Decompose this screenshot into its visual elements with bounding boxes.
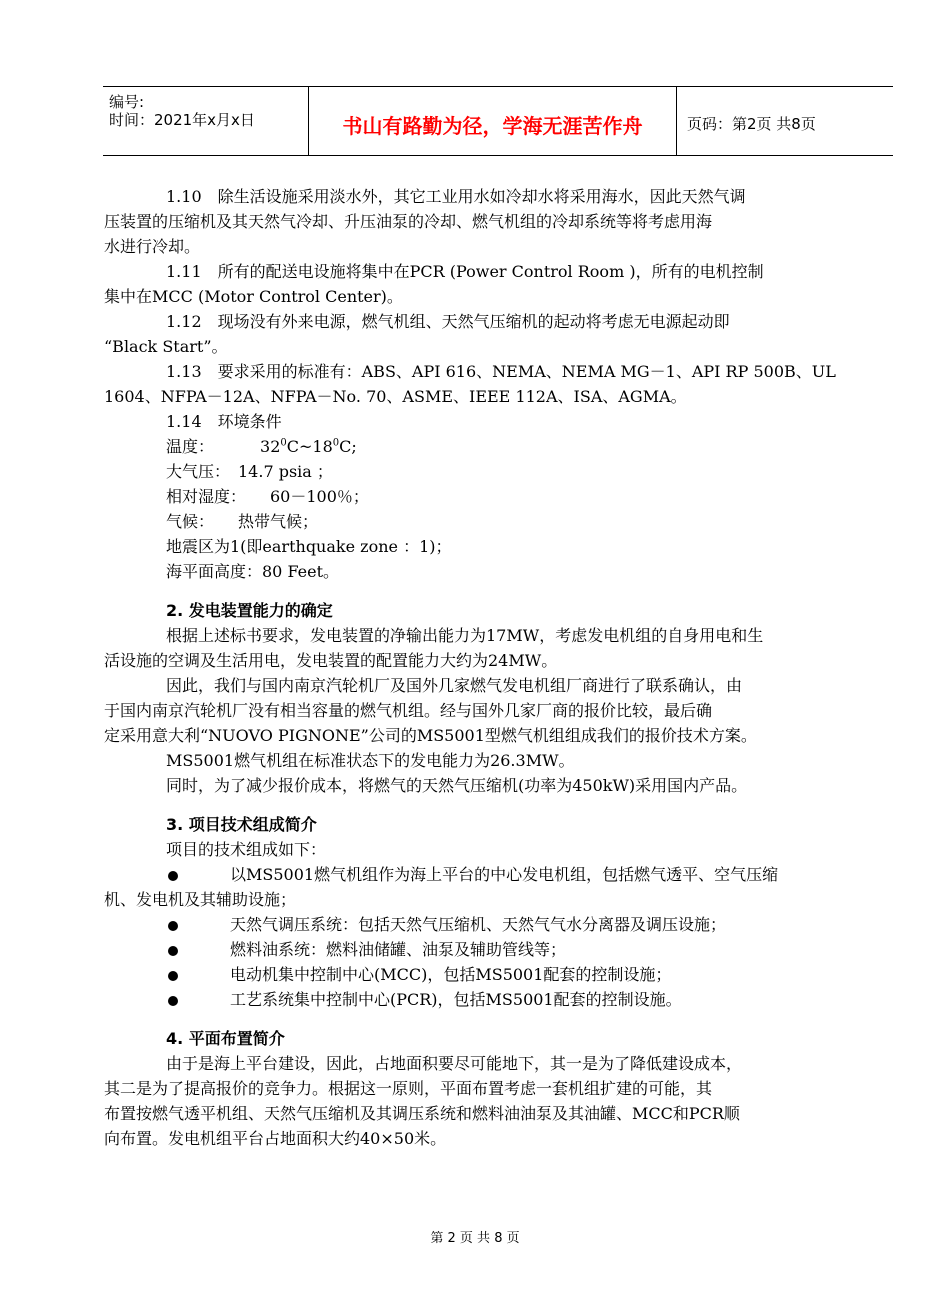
- bullet-text: 工艺系统集中控制中心(PCR)，包括MS5001配套的控制设施。: [230, 990, 682, 1009]
- section-3-heading: 3. 项目技术组成简介: [166, 815, 317, 834]
- paragraph-1-11: [104, 259, 868, 309]
- text-line: 1.12 现场没有外来电源，燃气机组、天然气压缩机的起动将考虑无电源起动即: [166, 312, 730, 331]
- seismic-line: 地震区为1(即earthquake zone ：1)；: [166, 537, 452, 556]
- text-line: 于国内南京汽轮机厂没有相当容量的燃气机组。经与国外几家厂商的报价比较，最后确: [104, 701, 713, 720]
- header-motto: 书山有路勤为径，学海无涯苦作舟: [342, 114, 643, 138]
- document-body: [104, 184, 868, 1151]
- section-4-paragraph-1: [104, 1051, 868, 1151]
- bullet-item: [166, 937, 868, 962]
- text-line: 向布置。发电机组平台占地面积大约40×50米。: [104, 1129, 447, 1148]
- bullet-icon: [166, 862, 230, 887]
- header-page-label: 页码：第2页 共8页: [687, 115, 816, 133]
- bullet-text: 电动机集中控制中心(MCC)，包括MS5001配套的控制设施；: [230, 965, 672, 984]
- section-2-paragraph-4: 同时，为了减少报价成本，将燃气的天然气压缩机(功率为450kW)采用国内产品。: [166, 776, 748, 795]
- header-info-cell: [103, 87, 309, 155]
- paragraph-1-12: [104, 309, 868, 359]
- text-line: 布置按燃气透平机组、天然气压缩机及其调压系统和燃料油油泵及其油罐、MCC和PCR顺: [104, 1104, 740, 1123]
- text-line: 1604、NFPA－12A、NFPA－No. 70、ASME、IEEE 112A、ISA、AGMA。: [104, 387, 687, 406]
- paragraph-1-10: [104, 184, 868, 259]
- text-line: 压装置的压缩机及其天然气冷却、升压油泵的冷却、燃气机组的冷却系统等将考虑用海: [104, 212, 713, 231]
- bullet-text: 燃料油系统：燃料油储罐、油泵及辅助管线等；: [230, 940, 567, 959]
- degree-superscript: 0: [332, 437, 340, 449]
- text-line: 1.11 所有的配送电设施将集中在PCR (Power Control Room )，所有的电机控制: [166, 262, 764, 281]
- text-line: 根据上述标书要求，发电装置的净输出能力为17MW，考虑发电机组的自身用电和生: [166, 626, 764, 645]
- bullet-icon: [166, 962, 230, 987]
- bullet-item: [104, 862, 868, 912]
- altitude-line: 海平面高度：80 Feet。: [166, 562, 340, 581]
- document-time-label: 时间：2021年x月x日: [109, 111, 255, 129]
- temperature-value: 32: [260, 437, 281, 456]
- text-line: 集中在MCC (Motor Control Center)。: [104, 287, 403, 306]
- text-line: 活设施的空调及生活用电，发电装置的配置能力大约为24MW。: [104, 651, 558, 670]
- text-line: 1.13 要求采用的标准有：ABS、API 616、NEMA、NEMA MG－1、API RP 500B、UL: [166, 362, 836, 381]
- text-line: 定采用意大利“NUOVO PIGNONE”公司的MS5001型燃气机组组成我们的报价技术方案。: [104, 726, 757, 745]
- text-line: 1.10 除生活设施采用淡水外，其它工业用水如冷却水将采用海水，因此天然气调: [166, 187, 746, 206]
- climate-line: 气候： 热带气候；: [166, 512, 319, 531]
- text-line: 其二是为了提高报价的竞争力。根据这一原则，平面布置考虑一套机组扩建的可能，其: [104, 1079, 713, 1098]
- page-header: [103, 86, 893, 156]
- text-line: 因此，我们与国内南京汽轮机厂及国外几家燃气发电机组厂商进行了联系确认，由: [166, 676, 743, 695]
- bullet-item: [166, 912, 868, 937]
- temperature-line: [166, 434, 868, 459]
- section-2-paragraph-3: MS5001燃气机组在标准状态下的发电能力为26.3MW。: [166, 751, 575, 770]
- humidity-line: 相对湿度： 60－100％；: [166, 487, 369, 506]
- bullet-icon: [166, 912, 230, 937]
- environment-title: 1.14 环境条件: [166, 412, 282, 431]
- section-2-heading: 2. 发电装置能力的确定: [166, 601, 333, 620]
- bullet-item: [166, 962, 868, 987]
- bullet-text: 以MS5001燃气机组作为海上平台的中心发电机组，包括燃气透平、空气压缩: [230, 865, 779, 884]
- header-motto-cell: [309, 87, 677, 155]
- section-2-paragraph-1: [104, 623, 868, 673]
- text-line: 水进行冷却。: [104, 237, 201, 256]
- section-3-intro: 项目的技术组成如下：: [166, 840, 327, 859]
- pressure-line: 大气压： 14.7 psia ；: [166, 462, 333, 481]
- bullet-icon: [166, 937, 230, 962]
- bullet-text: 机、发电机及其辅助设施；: [104, 890, 297, 909]
- text-line: 由于是海上平台建设，因此，占地面积要尽可能地下，其一是为了降低建设成本，: [166, 1054, 743, 1073]
- document-number-label: 编号:: [109, 93, 145, 111]
- section-2-paragraph-2: [104, 673, 868, 748]
- page-footer: 第 2 页 共 8 页: [430, 1231, 520, 1246]
- bullet-icon: [166, 987, 230, 1012]
- header-page-cell: [677, 87, 893, 155]
- text-line: “Black Start”。: [104, 337, 228, 356]
- section-4-heading: 4. 平面布置简介: [166, 1029, 285, 1048]
- paragraph-1-13: [104, 359, 868, 409]
- bullet-text: 天然气调压系统：包括天然气压缩机、天然气气水分离器及调压设施；: [230, 915, 727, 934]
- temperature-label: 温度：: [166, 437, 215, 456]
- temperature-value: C~18: [286, 437, 333, 456]
- degree-superscript: 0: [280, 437, 287, 449]
- temperature-value: C;: [339, 437, 357, 456]
- bullet-item: [166, 987, 868, 1012]
